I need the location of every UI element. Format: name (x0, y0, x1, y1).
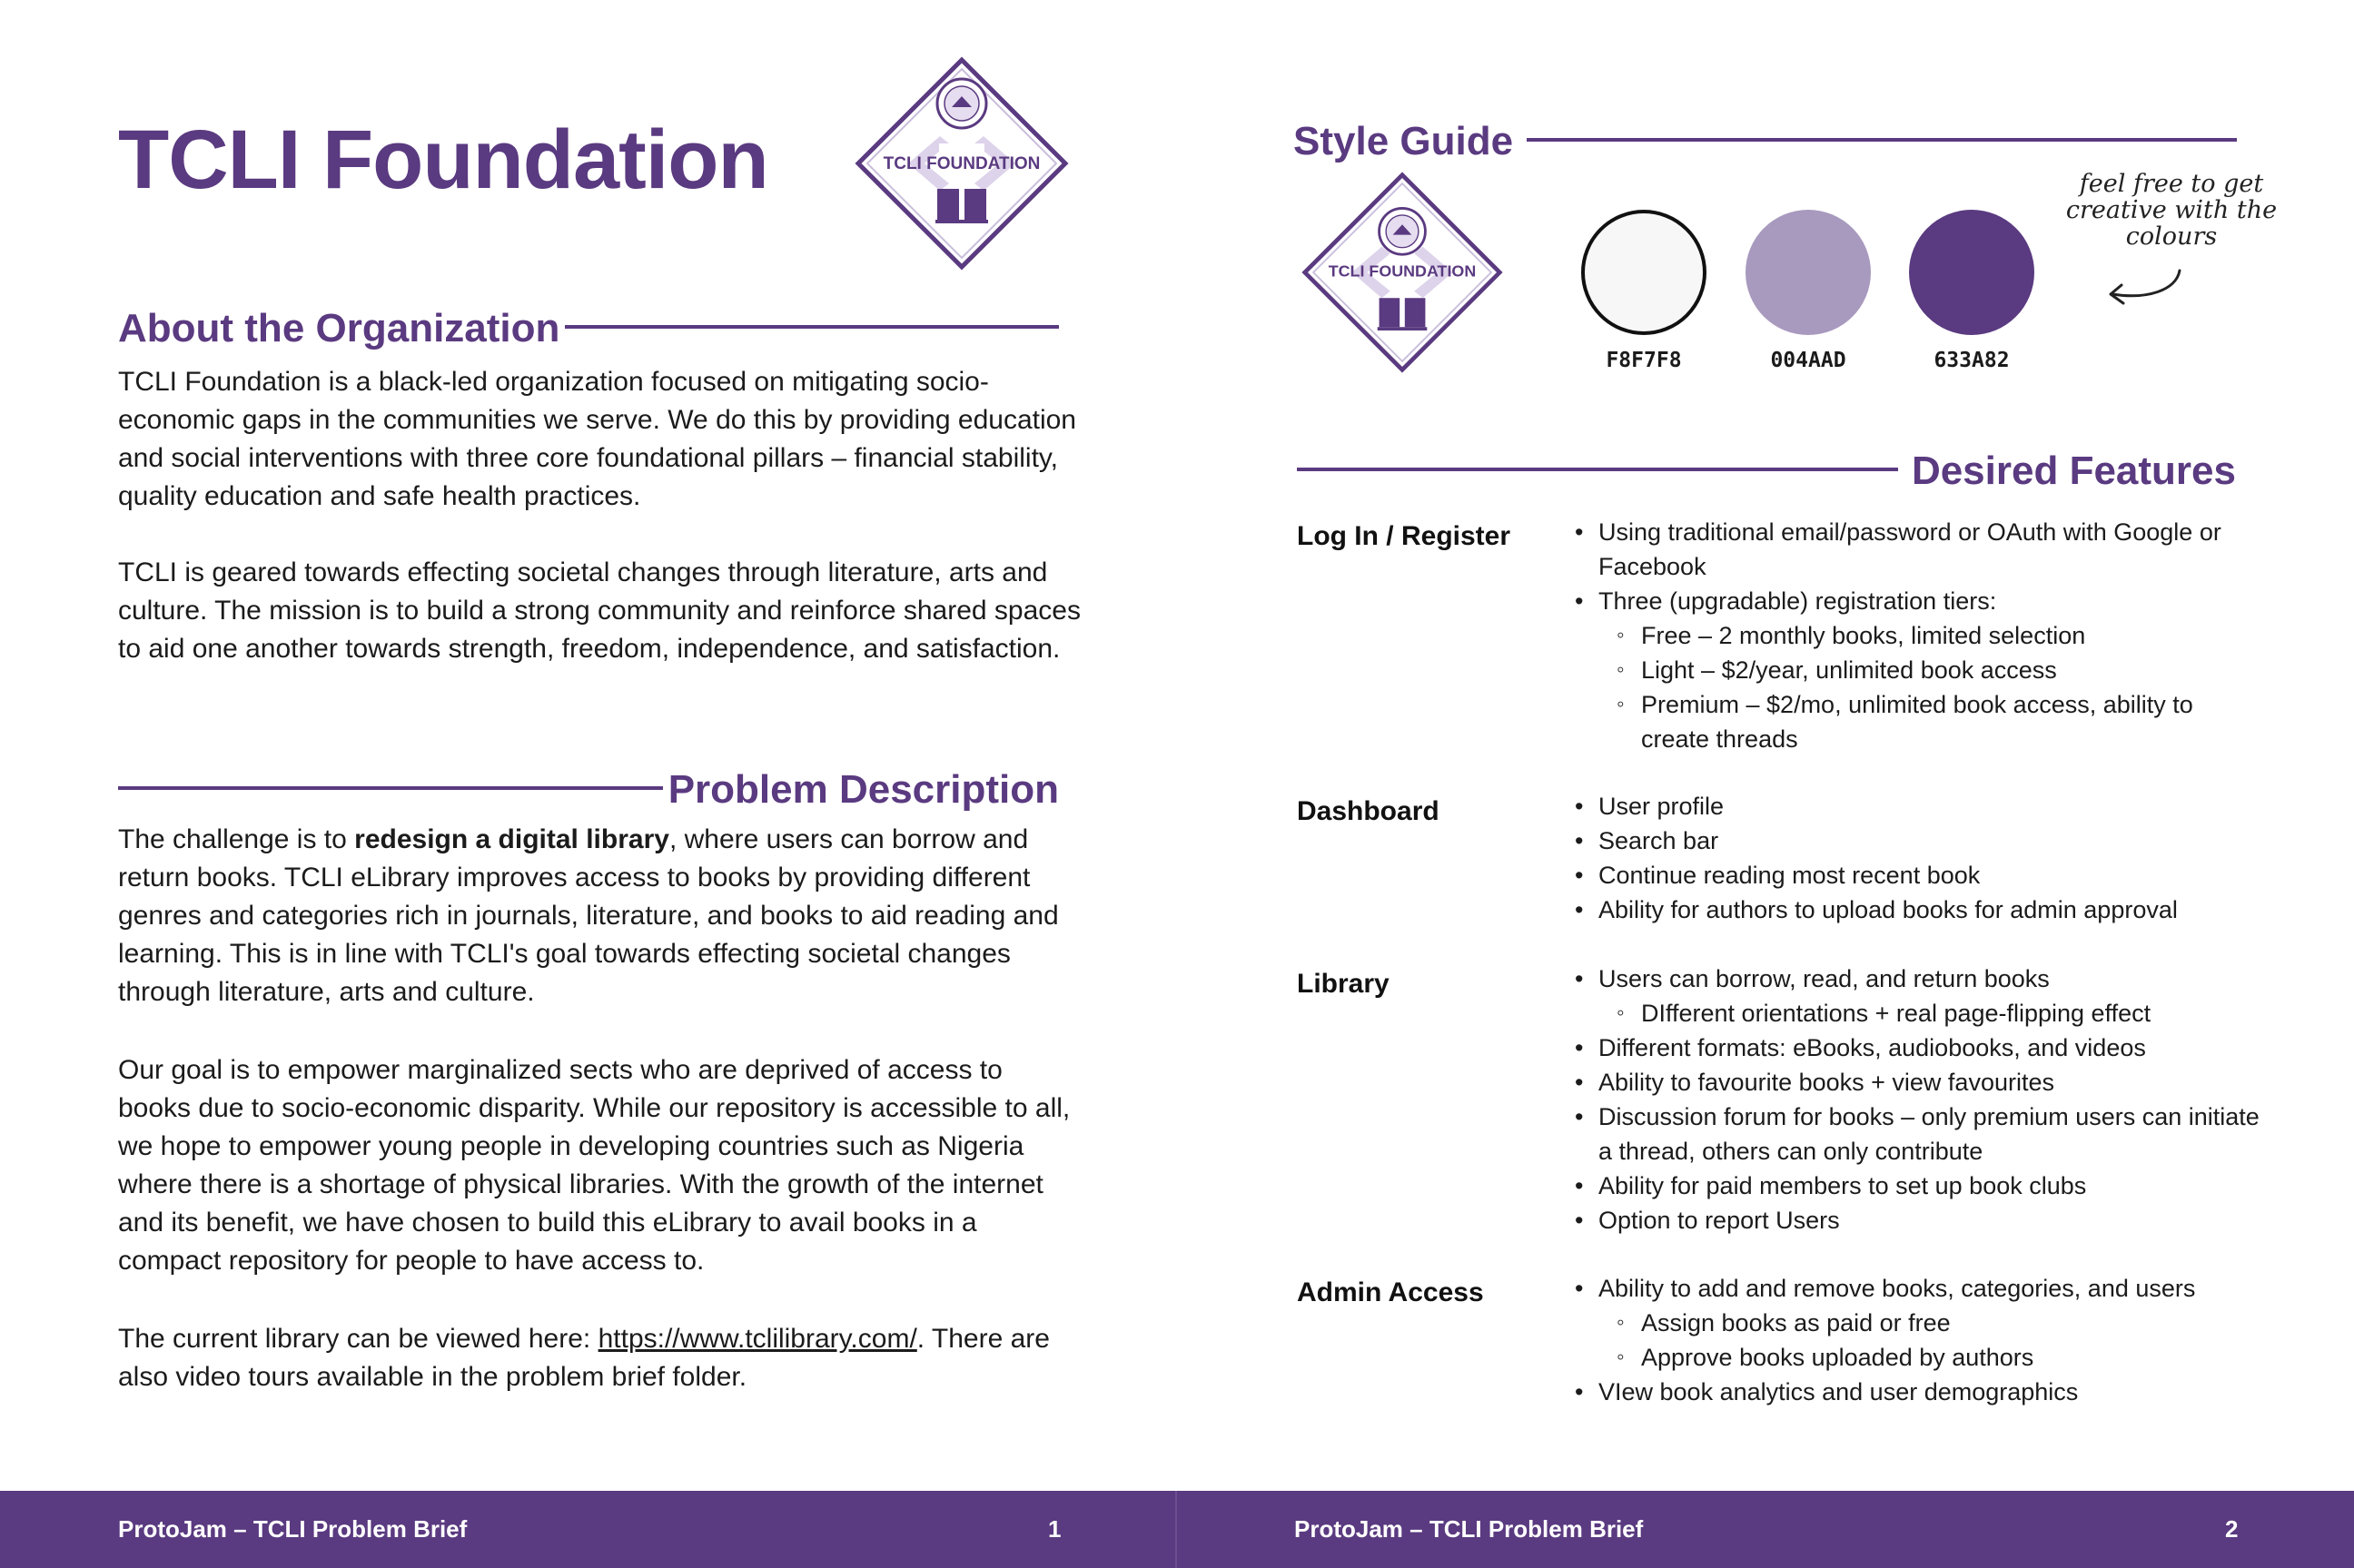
footer-page-number-1: 1 (1048, 1515, 1062, 1543)
problem-paragraph-1: The challenge is to redesign a digital library, where users can borrow and return books. TCLI eLibrary improves access to books by providing different genres and categories rich in journals, literature, and books to aid reading and learning. This is in line with TCLI's goal towards effecting societal changes through literature, arts and culture. (118, 824, 1059, 1007)
about-heading: About the Organization (118, 306, 560, 350)
page-title: TCLI Foundation (118, 113, 768, 206)
problem-paragraph-3: The current library can be viewed here: https://www.tclilibrary.com/. There are also video tours available in the problem brief folder. (118, 1324, 1050, 1392)
feature-item: • VIew book analytics and user demographics (1575, 1375, 2265, 1409)
feature-item: • Three (upgradable) registration tiers: (1575, 584, 2265, 618)
swatch-light-label: F8F7F8 (1606, 349, 1682, 372)
about-paragraph-1: TCLI Foundation is a black-led organization focused on mitigating socio-economic gaps in the communities we serve. We do this by providing education and social interventions with three core foundational pillars – financial stability, quality education and safe health practices. (118, 367, 1076, 511)
library-link[interactable]: https://www.tclilibrary.com/ (598, 1324, 917, 1354)
features-heading: Desired Features (1911, 449, 2236, 493)
feature-item: • Option to report Users (1575, 1203, 2265, 1238)
swatch-purple (1909, 210, 2034, 335)
problem-heading-rule (118, 786, 663, 790)
feature-list-dashboard (1575, 789, 2265, 927)
footer-bar (0, 1491, 2354, 1568)
feature-item: • Ability for paid members to set up book clubs (1575, 1169, 2265, 1203)
feature-item: • Search bar (1575, 823, 2265, 858)
feature-item: • Ability to favourite books + view favourites (1575, 1065, 2265, 1100)
feature-item: • Discussion forum for books – only premium users can initiate a thread, others can only contribute (1575, 1100, 2265, 1169)
feature-list-admin (1575, 1271, 2265, 1409)
footer-separator (1175, 1491, 1177, 1568)
feature-label-dashboard: Dashboard (1297, 796, 1439, 826)
feature-subitem: ◦ Approve books uploaded by authors (1575, 1340, 2265, 1375)
logo-text: TCLI FOUNDATION (1328, 261, 1477, 281)
feature-subitem: ◦ DIfferent orientations + real page-flipping effect (1575, 996, 2265, 1031)
feature-item: • Continue reading most recent book (1575, 858, 2265, 892)
feature-label-admin: Admin Access (1297, 1277, 1484, 1307)
page-2 (1177, 0, 2354, 1568)
problem-paragraph-2: Our goal is to empower marginalized sects who are deprived of access to books due to socio-economic disparity. While our repository is accessible to all, we hope to empower young people in developing countries such as Nigeria where there is a shortage of physical libraries. With the growth of the internet and its benefit, we have chosen to build this eLibrary to avail books in a compact repository for people to have access to. (118, 1055, 1071, 1276)
features-heading-rule (1297, 468, 1898, 471)
feature-subitem: ◦ Light – $2/year, unlimited book access (1575, 653, 2265, 687)
footer-title-page-2: ProtoJam – TCLI Problem Brief (1294, 1515, 1644, 1543)
feature-subitem: ◦ Premium – $2/mo, unlimited book access, ability to create threads (1575, 687, 2265, 756)
swatch-lavender-label: 004AAD (1770, 349, 1846, 372)
style-guide-logo (1301, 169, 1504, 376)
about-paragraph-2: TCLI is geared towards effecting societal changes through literature, arts and culture. The mission is to build a strong community and reinforce shared spaces to aid one another towards strength, freedom, independence, and satisfaction. (118, 557, 1081, 664)
feature-label-library: Library (1297, 969, 1390, 999)
feature-item: • Ability to add and remove books, categories, and users (1575, 1271, 2265, 1306)
feature-label-login: Log In / Register (1297, 521, 1511, 551)
style-guide-heading: Style Guide (1293, 119, 1514, 163)
feature-subitem: ◦ Assign books as paid or free (1575, 1306, 2265, 1340)
feature-item: • Different formats: eBooks, audiobooks, and videos (1575, 1031, 2265, 1065)
curved-arrow-icon (2100, 265, 2191, 311)
feature-subitem: ◦ Free – 2 monthly books, limited selection (1575, 618, 2265, 653)
feature-item: • Users can borrow, read, and return books (1575, 962, 2265, 996)
colour-note: feel free to get creative with the colours (2065, 170, 2278, 251)
tcli-logo (854, 56, 1070, 271)
feature-list-library (1575, 962, 2265, 1238)
swatch-light (1581, 210, 1706, 335)
feature-list-login (1575, 515, 2265, 756)
feature-item: • User profile (1575, 789, 2265, 823)
style-guide-rule (1527, 138, 2237, 142)
about-heading-rule (565, 325, 1059, 329)
problem-heading: Problem Description (668, 767, 1059, 812)
logo-text: TCLI FOUNDATION (883, 154, 1041, 173)
swatch-lavender (1746, 210, 1871, 335)
footer-title-page-1: ProtoJam – TCLI Problem Brief (118, 1515, 468, 1543)
feature-item: • Using traditional email/password or OAuth with Google or Facebook (1575, 515, 2265, 584)
feature-item: • Ability for authors to upload books for admin approval (1575, 892, 2265, 927)
swatch-purple-label: 633A82 (1934, 349, 2010, 372)
footer-page-number-2: 2 (2225, 1515, 2239, 1543)
